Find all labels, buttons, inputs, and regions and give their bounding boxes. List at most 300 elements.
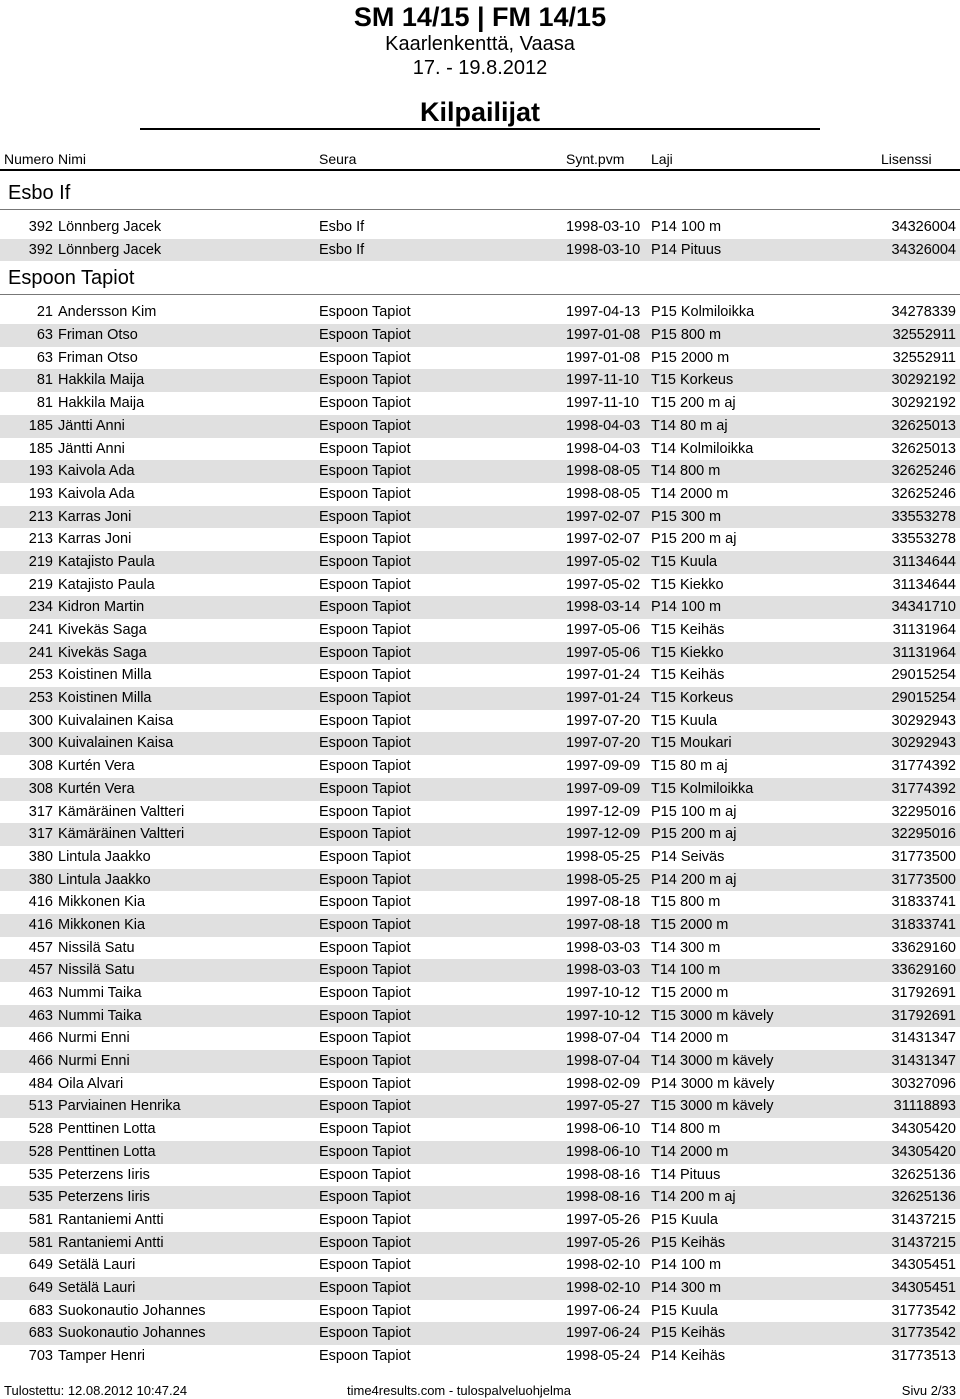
cell-nimi: Setälä Lauri <box>58 1279 136 1296</box>
cell-nimi: Lönnberg Jacek <box>58 219 162 235</box>
cell-syntpvm: 1997-09-09 <box>566 780 641 797</box>
cell-nimi: Kurtén Vera <box>58 780 135 797</box>
cell-lisenssi: 31773500 <box>891 871 956 888</box>
cell-lisenssi: 31773542 <box>891 1325 956 1342</box>
table-row <box>0 1027 960 1050</box>
cell-nimi: Nurmi Enni <box>58 1053 130 1070</box>
cell-nimi: Mikkonen Kia <box>58 894 146 911</box>
cell-seura: Espoon Tapiot <box>319 1257 411 1274</box>
cell-seura: Espoon Tapiot <box>319 848 411 865</box>
cell-laji: P15 Keihäs <box>651 1234 726 1251</box>
cell-seura: Espoon Tapiot <box>319 1234 411 1251</box>
table-row <box>0 1050 960 1073</box>
cell-laji: T15 Moukari <box>651 735 732 752</box>
cell-laji: T14 800 m <box>651 463 721 480</box>
cell-laji: T14 2000 m <box>651 485 729 502</box>
cell-seura: Espoon Tapiot <box>319 349 411 366</box>
cell-syntpvm: 1998-02-10 <box>566 1279 641 1296</box>
table-row <box>0 732 960 755</box>
cell-nimi: Kuivalainen Kaisa <box>58 712 174 729</box>
cell-seura: Espoon Tapiot <box>319 599 411 616</box>
cell-syntpvm: 1997-08-18 <box>566 894 641 911</box>
cell-lisenssi: 31131964 <box>892 644 956 661</box>
cell-syntpvm: 1997-12-09 <box>566 803 641 820</box>
table-row <box>0 324 960 347</box>
table-row <box>0 687 960 710</box>
cell-seura: Espoon Tapiot <box>319 803 411 820</box>
cell-syntpvm: 1997-05-26 <box>566 1234 641 1251</box>
cell-lisenssi: 31431347 <box>891 1053 956 1070</box>
cell-laji: T15 800 m <box>651 894 721 911</box>
cell-lisenssi: 33553278 <box>891 508 956 525</box>
cell-seura: Espoon Tapiot <box>319 327 411 344</box>
cell-nimi: Karras Joni <box>58 508 132 525</box>
cell-lisenssi: 30327096 <box>891 1075 956 1092</box>
cell-lisenssi: 31833741 <box>891 894 956 911</box>
cell-numero: 466 <box>28 1053 53 1070</box>
table-row <box>0 1073 960 1096</box>
cell-syntpvm: 1997-05-27 <box>566 1098 641 1115</box>
table-row <box>0 1300 960 1323</box>
cell-syntpvm: 1997-01-24 <box>566 690 641 707</box>
cell-seura: Esbo If <box>319 241 365 258</box>
cell-numero: 463 <box>28 1007 53 1024</box>
cell-syntpvm: 1998-05-25 <box>566 871 641 888</box>
cell-laji: P14 100 m <box>651 599 722 616</box>
cell-seura: Espoon Tapiot <box>319 735 411 752</box>
column-header-row <box>0 150 960 168</box>
cell-lisenssi: 30292943 <box>891 735 956 752</box>
cell-seura: Esbo If <box>319 219 365 235</box>
cell-laji: T14 2000 m <box>651 1030 729 1047</box>
cell-laji: T15 200 m aj <box>651 395 736 412</box>
cell-nimi: Lönnberg Jacek <box>58 241 162 258</box>
cell-nimi: Karras Joni <box>58 531 132 548</box>
cell-numero: 241 <box>28 644 53 661</box>
footer-page: Sivu 2/33 <box>901 1383 956 1398</box>
cell-nimi: Kurtén Vera <box>58 758 135 775</box>
cell-syntpvm: 1997-02-07 <box>566 531 641 548</box>
cell-laji: P14 Pituus <box>651 241 722 258</box>
cell-syntpvm: 1998-03-03 <box>566 939 641 956</box>
cell-laji: T14 Pituus <box>651 1166 721 1183</box>
cell-nimi: Kaivola Ada <box>58 485 135 502</box>
cell-lisenssi: 31774392 <box>891 780 956 797</box>
cell-seura: Espoon Tapiot <box>319 780 411 797</box>
cell-laji: P15 200 m aj <box>651 531 737 548</box>
cell-nimi: Jäntti Anni <box>58 417 125 434</box>
cell-nimi: Kämäräinen Valtteri <box>58 803 185 820</box>
cell-nimi: Hakkila Maija <box>58 372 145 389</box>
table-row <box>0 392 960 415</box>
cell-seura: Espoon Tapiot <box>319 485 411 502</box>
cell-syntpvm: 1997-06-24 <box>566 1325 641 1342</box>
cell-seura: Espoon Tapiot <box>319 395 411 412</box>
cell-lisenssi: 31792691 <box>891 1007 956 1024</box>
cell-seura: Espoon Tapiot <box>319 417 411 434</box>
table-row <box>0 239 960 262</box>
footer-software: time4results.com - tulospalveluohjelma <box>347 1383 571 1398</box>
cell-nimi: Katajisto Paula <box>58 553 155 570</box>
cell-syntpvm: 1998-05-24 <box>566 1348 641 1364</box>
cell-nimi: Katajisto Paula <box>58 576 155 593</box>
cell-laji: P14 Keihäs <box>651 1348 726 1364</box>
cell-syntpvm: 1998-04-03 <box>566 440 641 457</box>
cell-laji: P15 200 m aj <box>651 826 737 843</box>
cell-laji: T14 2000 m <box>651 1143 729 1160</box>
cell-lisenssi: 31833741 <box>891 916 956 933</box>
cell-nimi: Lintula Jaakko <box>58 871 151 888</box>
footer-printed: Tulostettu: 12.08.2012 10:47.24 <box>4 1383 188 1398</box>
event-venue: Kaarlenkenttä, Vaasa <box>385 33 575 55</box>
cell-lisenssi: 30292943 <box>891 712 956 729</box>
cell-laji: T14 Kolmiloikka <box>651 440 754 457</box>
cell-numero: 703 <box>28 1348 53 1364</box>
cell-nimi: Kivekäs Saga <box>58 644 147 661</box>
cell-seura: Espoon Tapiot <box>319 758 411 775</box>
cell-seura: Espoon Tapiot <box>319 1166 411 1183</box>
cell-seura: Espoon Tapiot <box>319 304 411 321</box>
table-row <box>0 891 960 914</box>
cell-numero: 380 <box>28 871 53 888</box>
cell-lisenssi: 32552911 <box>892 327 956 344</box>
cell-numero: 392 <box>28 219 53 235</box>
cell-numero: 649 <box>28 1279 53 1296</box>
cell-seura: Espoon Tapiot <box>319 1007 411 1024</box>
cell-lisenssi: 33629160 <box>891 939 956 956</box>
column-header-syntpvm: Synt.pvm <box>566 151 625 167</box>
cell-numero: 581 <box>28 1234 53 1251</box>
cell-numero: 308 <box>28 780 53 797</box>
cell-laji: P15 800 m <box>651 327 722 344</box>
cell-nimi: Lintula Jaakko <box>58 848 151 865</box>
cell-nimi: Friman Otso <box>58 327 138 344</box>
cell-laji: T14 300 m <box>651 939 721 956</box>
cell-laji: P14 Seiväs <box>651 848 725 865</box>
cell-lisenssi: 31773513 <box>891 1348 956 1364</box>
cell-syntpvm: 1998-03-03 <box>566 962 641 979</box>
cell-seura: Espoon Tapiot <box>319 916 411 933</box>
column-header-seura: Seura <box>319 151 357 167</box>
cell-nimi: Kämäräinen Valtteri <box>58 826 185 843</box>
table-row <box>0 823 960 846</box>
table-row <box>0 1095 960 1118</box>
table-row <box>0 1118 960 1141</box>
cell-syntpvm: 1997-05-02 <box>566 553 641 570</box>
table-row <box>0 415 960 438</box>
cell-lisenssi: 31773542 <box>891 1302 956 1319</box>
cell-laji: T15 3000 m kävely <box>651 1098 774 1115</box>
cell-numero: 380 <box>28 848 53 865</box>
cell-syntpvm: 1997-11-10 <box>566 372 640 389</box>
cell-laji: T15 80 m aj <box>651 758 728 775</box>
page-footer <box>0 1382 960 1399</box>
table-row <box>0 869 960 892</box>
cell-laji: T15 2000 m <box>651 985 729 1001</box>
cell-laji: P15 2000 m <box>651 349 730 366</box>
cell-lisenssi: 34326004 <box>891 241 956 258</box>
table-row <box>0 551 960 574</box>
cell-seura: Espoon Tapiot <box>319 1053 411 1070</box>
cell-syntpvm: 1998-08-16 <box>566 1166 641 1183</box>
table-row <box>0 528 960 551</box>
cell-nimi: Penttinen Lotta <box>58 1121 156 1138</box>
table-row <box>0 846 960 869</box>
cell-syntpvm: 1997-07-20 <box>566 735 641 752</box>
club-heading: Espoon Tapiot <box>0 261 960 295</box>
cell-nimi: Peterzens Iiris <box>58 1189 150 1206</box>
cell-laji: T15 Keihäs <box>651 667 725 684</box>
cell-nimi: Koistinen Milla <box>58 667 152 684</box>
cell-seura: Espoon Tapiot <box>319 985 411 1001</box>
column-header-lisenssi: Lisenssi <box>881 151 932 167</box>
cell-laji: T15 Kolmiloikka <box>651 780 754 797</box>
cell-laji: T15 Kuula <box>651 553 718 570</box>
cell-syntpvm: 1997-01-24 <box>566 667 641 684</box>
cell-numero: 535 <box>28 1189 53 1206</box>
cell-nimi: Setälä Lauri <box>58 1257 136 1274</box>
table-row <box>0 506 960 529</box>
cell-laji: P14 200 m aj <box>651 871 737 888</box>
cell-numero: 219 <box>28 553 53 570</box>
cell-numero: 185 <box>28 440 53 457</box>
cell-numero: 457 <box>28 939 53 956</box>
cell-laji: T15 Kiekko <box>651 576 724 593</box>
cell-nimi: Nummi Taika <box>58 985 142 1001</box>
cell-numero: 219 <box>28 576 53 593</box>
cell-lisenssi: 34278339 <box>891 304 956 321</box>
cell-syntpvm: 1997-10-12 <box>566 1007 641 1024</box>
cell-laji: P15 Kolmiloikka <box>651 304 755 321</box>
cell-nimi: Parviainen Henrika <box>58 1098 181 1115</box>
table-row <box>0 937 960 960</box>
cell-syntpvm: 1998-04-03 <box>566 417 641 434</box>
cell-numero: 213 <box>28 508 53 525</box>
cell-seura: Espoon Tapiot <box>319 1143 411 1160</box>
cell-lisenssi: 31118893 <box>893 1098 956 1115</box>
table-row <box>0 369 960 392</box>
title-underline <box>140 128 820 130</box>
cell-lisenssi: 29015254 <box>891 667 956 684</box>
cell-laji: P15 Kuula <box>651 1211 718 1228</box>
cell-numero: 416 <box>28 894 53 911</box>
cell-lisenssi: 32625136 <box>891 1189 956 1206</box>
cell-lisenssi: 32625246 <box>891 463 956 480</box>
table-row <box>0 460 960 483</box>
table-row <box>0 301 960 324</box>
cell-numero: 317 <box>28 803 53 820</box>
cell-seura: Espoon Tapiot <box>319 1030 411 1047</box>
cell-nimi: Peterzens Iiris <box>58 1166 150 1183</box>
table-row <box>0 1209 960 1232</box>
cell-nimi: Nissilä Satu <box>58 939 135 956</box>
cell-seura: Espoon Tapiot <box>319 826 411 843</box>
cell-lisenssi: 31431347 <box>891 1030 956 1047</box>
cell-syntpvm: 1997-01-08 <box>566 349 641 366</box>
cell-seura: Espoon Tapiot <box>319 463 411 480</box>
cell-syntpvm: 1998-03-14 <box>566 599 641 616</box>
cell-laji: T14 3000 m kävely <box>651 1053 774 1070</box>
cell-numero: 63 <box>36 327 53 344</box>
cell-nimi: Friman Otso <box>58 349 138 366</box>
cell-nimi: Rantaniemi Antti <box>58 1234 164 1251</box>
cell-seura: Espoon Tapiot <box>319 553 411 570</box>
table-row <box>0 642 960 665</box>
column-header-numero: Numero <box>4 151 54 167</box>
table-row <box>0 1254 960 1277</box>
club-heading: Esbo If <box>0 176 960 210</box>
cell-syntpvm: 1997-11-10 <box>566 395 640 412</box>
cell-laji: T14 80 m aj <box>651 417 728 434</box>
cell-syntpvm: 1998-02-09 <box>566 1075 641 1092</box>
cell-numero: 81 <box>36 372 53 389</box>
cell-nimi: Jäntti Anni <box>58 440 125 457</box>
cell-nimi: Koistinen Milla <box>58 690 152 707</box>
cell-numero: 300 <box>28 712 53 729</box>
cell-laji: T14 200 m aj <box>651 1189 736 1206</box>
cell-numero: 683 <box>28 1302 53 1319</box>
cell-laji: P15 100 m aj <box>651 803 737 820</box>
cell-seura: Espoon Tapiot <box>319 962 411 979</box>
cell-nimi: Kaivola Ada <box>58 463 135 480</box>
cell-seura: Espoon Tapiot <box>319 712 411 729</box>
cell-numero: 234 <box>28 599 53 616</box>
cell-numero: 528 <box>28 1143 53 1160</box>
cell-seura: Espoon Tapiot <box>319 871 411 888</box>
cell-numero: 213 <box>28 531 53 548</box>
cell-nimi: Suokonautio Johannes <box>58 1302 206 1319</box>
cell-lisenssi: 31437215 <box>891 1211 956 1228</box>
cell-laji: P14 300 m <box>651 1279 722 1296</box>
cell-numero: 416 <box>28 916 53 933</box>
table-row <box>0 619 960 642</box>
table-row <box>0 710 960 733</box>
cell-seura: Espoon Tapiot <box>319 667 411 684</box>
cell-numero: 581 <box>28 1211 53 1228</box>
cell-numero: 241 <box>28 622 53 638</box>
table-row <box>0 347 960 370</box>
cell-laji: T14 100 m <box>651 962 721 979</box>
cell-seura: Espoon Tapiot <box>319 1302 411 1319</box>
cell-syntpvm: 1998-08-16 <box>566 1189 641 1206</box>
header-divider <box>0 169 960 171</box>
table-row <box>0 574 960 597</box>
cell-lisenssi: 31437215 <box>891 1234 956 1251</box>
event-title: SM 14/15 | FM 14/15 <box>353 2 607 32</box>
cell-laji: P14 3000 m kävely <box>651 1075 775 1092</box>
cell-syntpvm: 1997-01-08 <box>566 327 641 344</box>
cell-syntpvm: 1997-06-24 <box>566 1302 641 1319</box>
cell-seura: Espoon Tapiot <box>319 508 411 525</box>
cell-syntpvm: 1998-08-05 <box>566 485 641 502</box>
cell-lisenssi: 32625013 <box>891 440 956 457</box>
cell-lisenssi: 34341710 <box>891 599 956 616</box>
cell-laji: T14 800 m <box>651 1121 721 1138</box>
table-row <box>0 664 960 687</box>
cell-syntpvm: 1998-03-10 <box>566 219 641 235</box>
cell-nimi: Mikkonen Kia <box>58 916 146 933</box>
cell-syntpvm: 1998-03-10 <box>566 241 641 258</box>
table-row <box>0 216 960 239</box>
table-row <box>0 1164 960 1187</box>
cell-syntpvm: 1997-05-06 <box>566 644 641 661</box>
cell-laji: T15 Korkeus <box>651 690 734 707</box>
cell-lisenssi: 34305420 <box>891 1121 956 1138</box>
cell-seura: Espoon Tapiot <box>319 1121 411 1138</box>
cell-seura: Espoon Tapiot <box>319 690 411 707</box>
cell-syntpvm: 1998-08-05 <box>566 463 641 480</box>
cell-syntpvm: 1997-05-06 <box>566 622 641 638</box>
cell-lisenssi: 30292192 <box>891 395 956 412</box>
cell-seura: Espoon Tapiot <box>319 1211 411 1228</box>
cell-numero: 683 <box>28 1325 53 1342</box>
cell-syntpvm: 1998-02-10 <box>566 1257 641 1274</box>
cell-laji: P15 Kuula <box>651 1302 718 1319</box>
cell-numero: 185 <box>28 417 53 434</box>
cell-numero: 649 <box>28 1257 53 1274</box>
cell-nimi: Hakkila Maija <box>58 395 145 412</box>
table-row <box>0 483 960 506</box>
cell-seura: Espoon Tapiot <box>319 939 411 956</box>
section-title: Kilpailijat <box>419 97 541 127</box>
cell-laji: T15 Keihäs <box>651 622 725 638</box>
cell-nimi: Penttinen Lotta <box>58 1143 156 1160</box>
cell-lisenssi: 31774392 <box>891 758 956 775</box>
cell-laji: P14 100 m <box>651 1257 722 1274</box>
cell-lisenssi: 34305451 <box>891 1257 956 1274</box>
cell-lisenssi: 31792691 <box>891 985 956 1001</box>
cell-syntpvm: 1998-07-04 <box>566 1053 641 1070</box>
cell-numero: 308 <box>28 758 53 775</box>
column-header-laji: Laji <box>651 151 673 167</box>
cell-nimi: Rantaniemi Antti <box>58 1211 164 1228</box>
cell-seura: Espoon Tapiot <box>319 1189 411 1206</box>
cell-nimi: Suokonautio Johannes <box>58 1325 206 1342</box>
cell-numero: 535 <box>28 1166 53 1183</box>
table-row <box>0 1186 960 1209</box>
table-row <box>0 1232 960 1255</box>
cell-syntpvm: 1998-06-10 <box>566 1121 641 1138</box>
cell-seura: Espoon Tapiot <box>319 644 411 661</box>
cell-syntpvm: 1997-02-07 <box>566 508 641 525</box>
table-row <box>0 438 960 461</box>
cell-syntpvm: 1997-04-13 <box>566 304 641 321</box>
cell-seura: Espoon Tapiot <box>319 372 411 389</box>
cell-laji: P15 Keihäs <box>651 1325 726 1342</box>
cell-seura: Espoon Tapiot <box>319 531 411 548</box>
cell-numero: 193 <box>28 463 53 480</box>
cell-lisenssi: 32625136 <box>891 1166 956 1183</box>
cell-lisenssi: 31134644 <box>892 576 956 593</box>
cell-numero: 81 <box>36 395 53 412</box>
cell-numero: 457 <box>28 962 53 979</box>
cell-numero: 317 <box>28 826 53 843</box>
column-header-nimi: Nimi <box>58 151 86 167</box>
cell-lisenssi: 29015254 <box>891 690 956 707</box>
cell-syntpvm: 1998-07-04 <box>566 1030 641 1047</box>
cell-numero: 193 <box>28 485 53 502</box>
cell-laji: T15 Kiekko <box>651 644 724 661</box>
cell-lisenssi: 34305451 <box>891 1279 956 1296</box>
cell-laji: T15 3000 m kävely <box>651 1007 774 1024</box>
cell-lisenssi: 32625246 <box>891 485 956 502</box>
cell-syntpvm: 1997-05-26 <box>566 1211 641 1228</box>
cell-nimi: Tamper Henri <box>58 1348 146 1364</box>
cell-numero: 466 <box>28 1030 53 1047</box>
cell-syntpvm: 1997-10-12 <box>566 985 641 1001</box>
cell-lisenssi: 32625013 <box>891 417 956 434</box>
cell-laji: T15 Kuula <box>651 712 718 729</box>
